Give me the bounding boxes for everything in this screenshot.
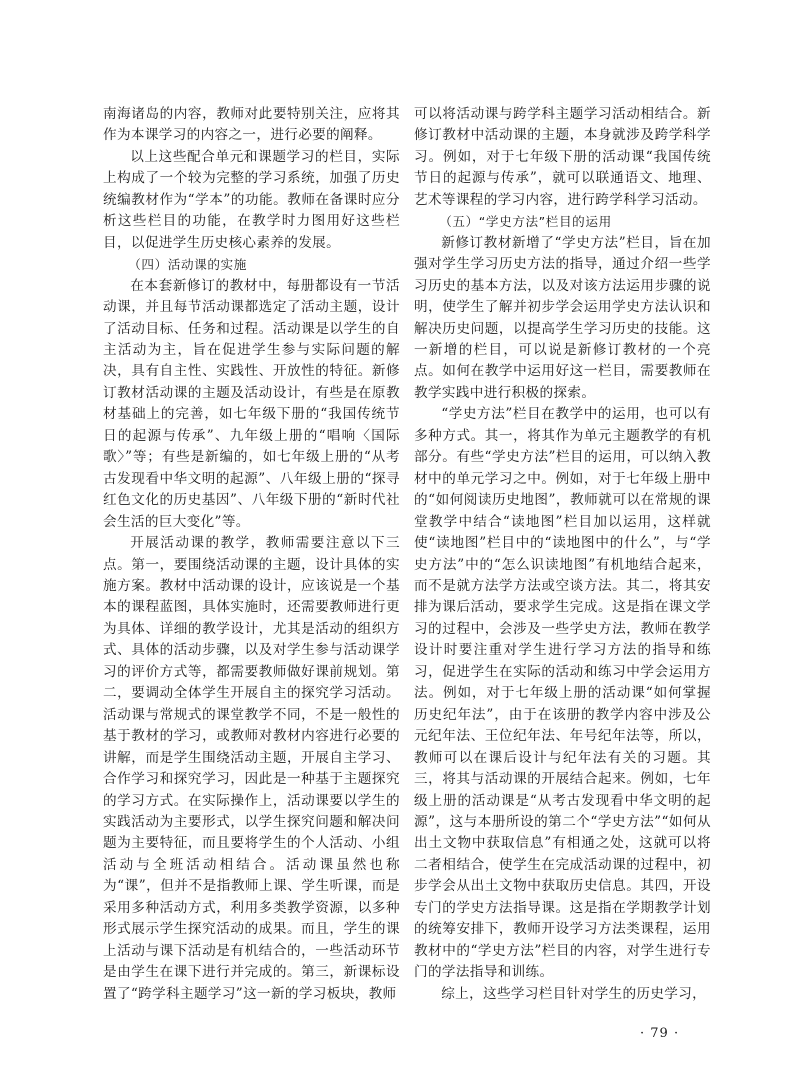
paragraph: 在本套新修订的教材中，每册都设有一节活动课，并且每节活动课都选定了活动主题，设计了活动目标、任务和过程。活动课是以学生的自主活动为主，旨在促进学生参与实际问题的解决，具有自主性、实践性、开放性的特征。新修订教材活动课的主题及活动设计，有些是在原教材基础上的完善，如七年级下册的“我国传统节日的起源与传承”、九年级上册的“唱响〈国际歌〉”等；有些是新编的，如七年级上册的“从考古发现看中华文明的起源”、八年级上册的“探寻红色文化的历史基因”、八年级下册的“新时代社会生活的巨大变化”等。 xyxy=(103,277,400,530)
paragraph: 综上，这些学习栏目针对学生的历史学习， xyxy=(441,985,707,1002)
paragraph: “学史方法”栏目在教学中的运用，也可以有多种方式。其一，将其作为单元主题教学的有机部分。有些“学史方法”栏目的运用，可以纳入教材中的单元学习之中。例如，对于七年级上册中的“如何阅读历史地图”，教师就可以在常规的课堂教学中结合“读地图”栏目加以运用，这样就使“读地图”栏目中的“读地图中的什么”，与“学史方法”中的“怎么识读地图”有机地结合起来，而不是就方法学方法或空谈方法。其二，将其安排为课后活动，要求学生完成。这是指在课文学习的过程中，会涉及一些学史方法，教师在教学设计时要注重对学生进行学习方法的指导和练习，促进学生在实际的活动和练习中学会运用方法。例如，对于七年级上册的活动课“如何掌握历史纪年法”，由于在该册的教学内容中涉及公元纪年法、王位纪年法、年号纪年法等，所以，教师可以在课后设计与纪年法有关的习题。其三，将其与活动课的开展结合起来。例如，七年级上册的活动课是“从考古发现看中华文明的起源”，这与本册所设的第二个“学史方法”“如何从出土文物中获取信息”有相通之处，这就可以将二者相结合，使学生在完成活动课的过程中，初步学会从出土文物中获取历史信息。其四，开设专门的学史方法指导课。这是指在学期教学计划的统筹安排下，教师开设学习方法类课程，运用教材中的“学史方法”栏目的内容，对学生进行专门的学法指导和训练。 xyxy=(414,406,711,981)
page-number: · 79 · xyxy=(640,1026,680,1041)
left-column xyxy=(103,104,400,1005)
paragraph: 可以将活动课与跨学科主题学习活动相结合。新修订教材中活动课的主题，本身就涉及跨学科学习。例如，对于七年级下册的活动课“我国传统节日的起源与传承”，就可以联通语文、地理、艺术等课程的学习内容，进行跨学科学习活动。 xyxy=(414,106,711,208)
paragraph: 新修订教材新增了“学史方法”栏目，旨在加强对学生学习历史方法的指导，通过介绍一些学习历史的基本方法，以及对该方法运用步骤的说明，使学生了解并初步学会运用学史方法认识和解决历史问题，以提高学生学习历史的技能。这一新增的栏目，可以说是新修订教材的一个亮点。如何在教学中运用好这一栏目，需要教师在教学实践中进行积极的探索。 xyxy=(414,234,711,401)
paragraph: 开展活动课的教学，教师需要注意以下三点。第一，要围绕活动课的主题，设计具体的实施方案。教材中活动课的设计，应该说是一个基本的课程蓝图，具体实施时，还需要教师进行更为具体、详细的教学设计，尤其是活动的组织方式、具体的活动步骤，以及对学生参与活动课学习的评价方式等，都需要教师做好课前规划。第二，要调动全体学生开展自主的探究学习活动。活动课与常规式的课堂教学不同，不是一般性的基于教材的学习，或教师对教材内容进行必要的讲解，而是学生围绕活动主题，开展自主学习、合作学习和探究学习，因此是一种基于主题探究的学习方式。在实际操作上，活动课要以学生的实践活动为主要形式，以学生探究问题和解决问题为主要特征，而且要将学生的个人活动、小组活动与全班活动相结合。活动课虽然也称为“课”，但并不是指教师上课、学生听课，而是采用多种活动方式，利用多类教学资源，以多种形式展示学生探究活动的成果。而且，学生的课上活动与课下活动是有机结合的，一些活动环节是由学生在课下进行并完成的。第三，新课标设置了“跨学科主题学习”这一新的学习板块，教师 xyxy=(103,535,400,1002)
right-column xyxy=(414,104,711,1005)
paragraph: 以上这些配合单元和课题学习的栏目，实际上构成了一个较为完整的学习系统，加强了历史统编教材作为“学本”的功能。教师在备课时应分析这些栏目的功能，在教学时力图用好这些栏目，以促进学生历史核心素养的发展。 xyxy=(103,148,400,251)
section-heading: （五）“学史方法”栏目的运用 xyxy=(439,214,612,230)
paragraph: 南海诸岛的内容，教师对此要特别关注，应将其作为本课学习的内容之一，进行必要的阐释。 xyxy=(103,106,400,144)
section-heading: （四）活动课的实施 xyxy=(128,257,247,273)
